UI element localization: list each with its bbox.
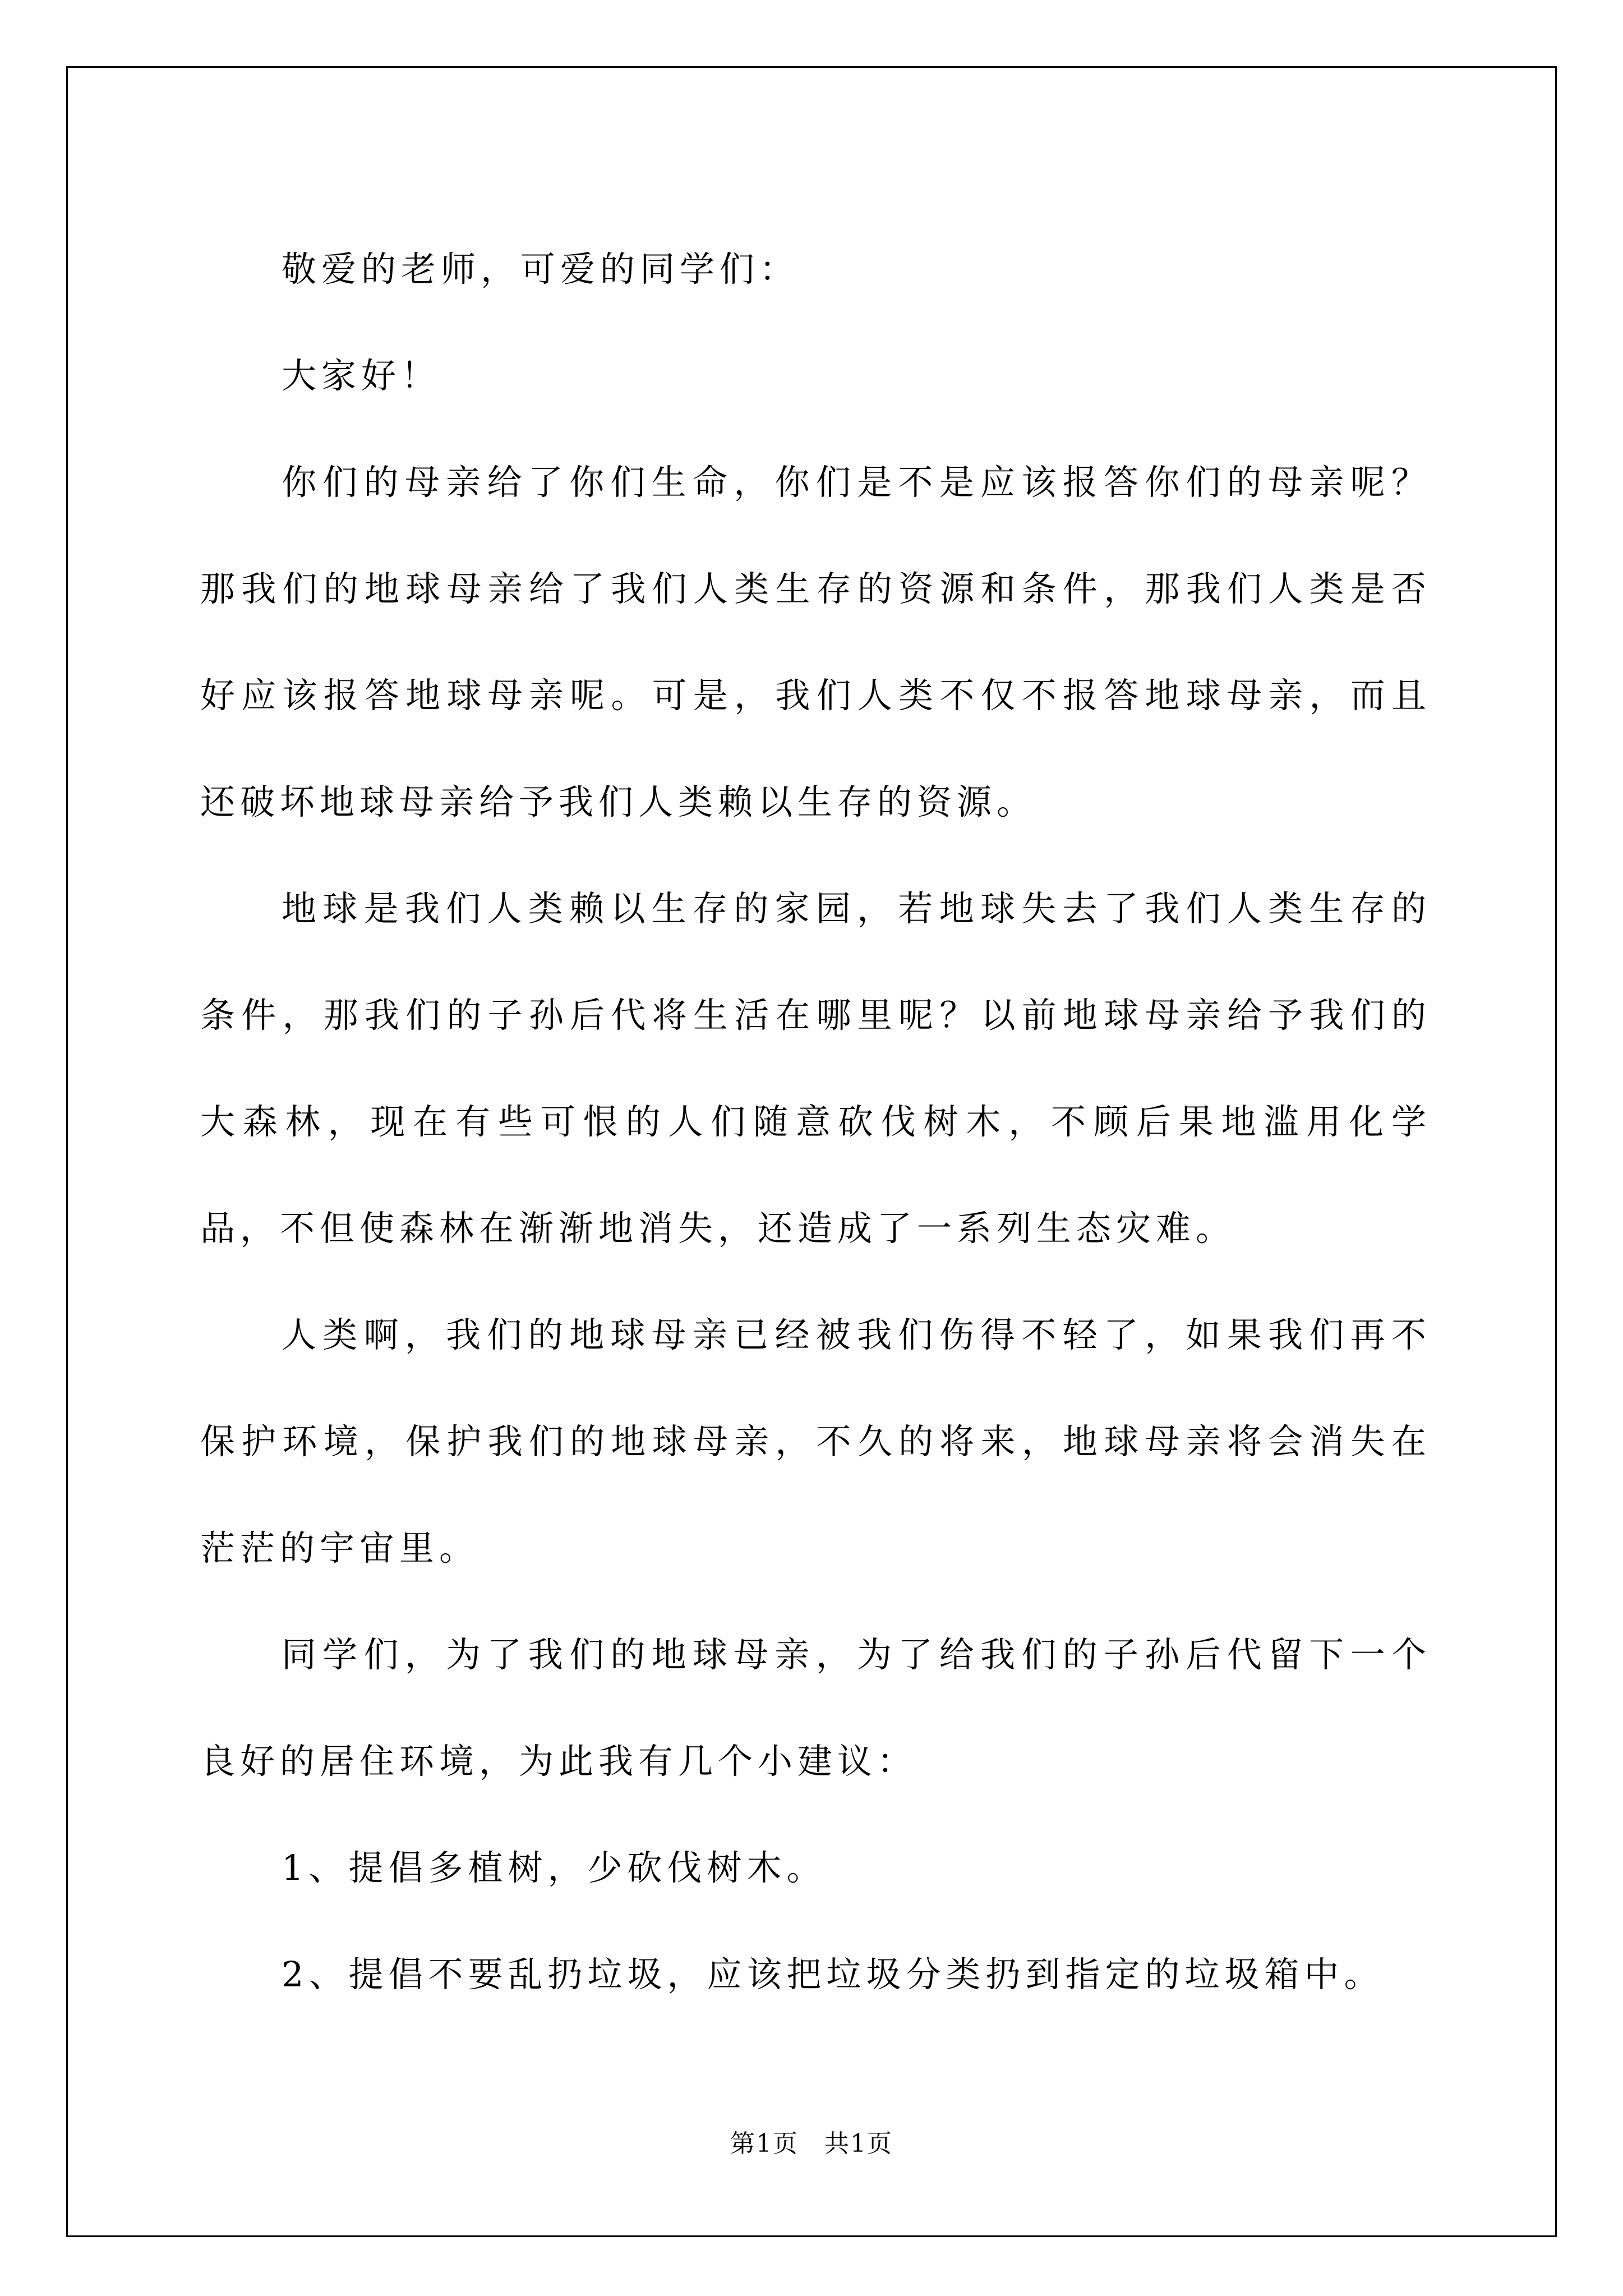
document-body <box>200 216 1431 2028</box>
paragraph: 人类啊，我们的地球母亲已经被我们伤得不轻了，如果我们再不保护环境，保护我们的地球母亲，不久的将来，地球母亲将会消失在茫茫的宇宙里。 <box>200 1314 1431 1568</box>
paragraph: 地球是我们人类赖以生存的家园，若地球失去了我们人类生存的条件，那我们的子孙后代将生活在哪里呢？以前地球母亲给予我们的大森林，现在有些可恨的人们随意砍伐树木，不顾后果地滥用化学品，不但使森林在渐渐地消失，还造成了一系列生态灾难。 <box>200 888 1431 1249</box>
greeting: 大家好！ <box>282 355 441 396</box>
suggestion-item: 1、提倡多植树，少砍伐树木。 <box>282 1847 827 1888</box>
suggestion-item: 2、提倡不要乱扔垃圾，应该把垃圾分类扔到指定的垃圾箱中。 <box>282 1954 1384 1995</box>
page-number-footer: 第1页 共1页 <box>730 2129 893 2158</box>
paragraph: 同学们，为了我们的地球母亲，为了给我们的子孙后代留下一个良好的居住环境，为此我有几个小建议： <box>200 1634 1431 1782</box>
paragraph: 你们的母亲给了你们生命，你们是不是应该报答你们的母亲呢？那我们的地球母亲给了我们人类生存的资源和条件，那我们人类是否好应该报答地球母亲呢。可是，我们人类不仅不报答地球母亲，而且还破坏地球母亲给予我们人类赖以生存的资源。 <box>200 462 1431 822</box>
salutation: 敬爱的老师，可爱的同学们： <box>282 249 800 289</box>
